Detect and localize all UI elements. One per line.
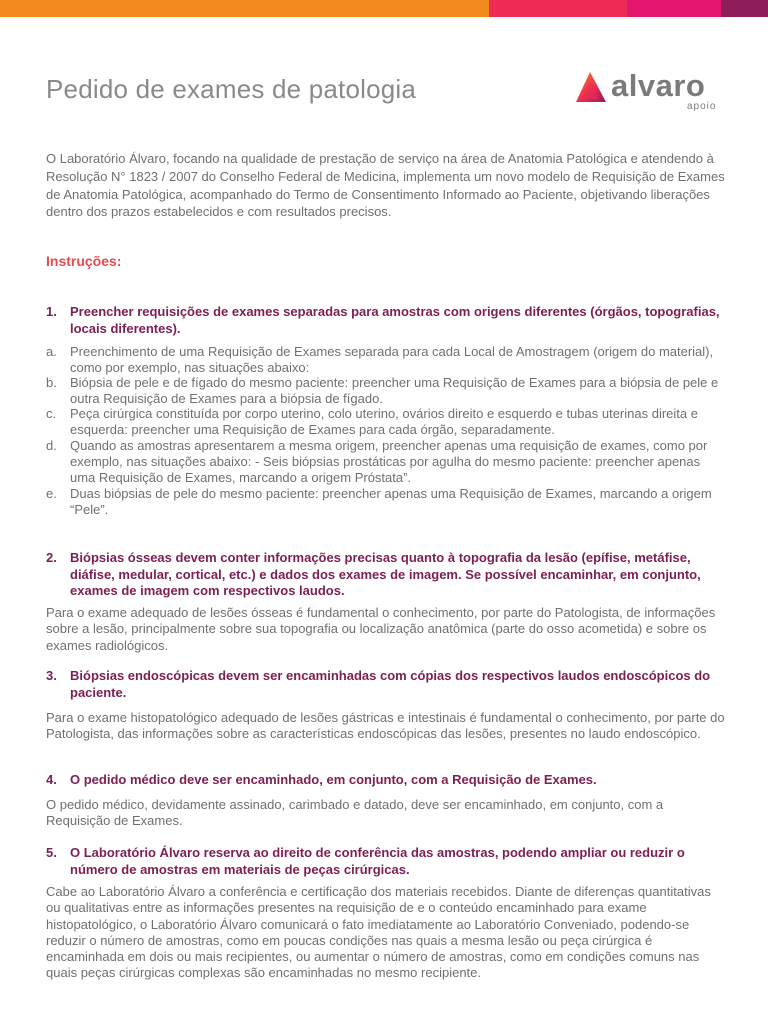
item-letter: d. (46, 437, 57, 453)
item-title: O Laboratório Álvaro reserva ao direito de conferência das amostras, podendo ampliar ou reduzir o número de amostras em materiais de peças cirúrgicas. (70, 845, 685, 877)
item-text: Quando as amostras apresentarem a mesma origem, preencher apenas uma requisição de exames, como por exemplo, nas situações abaixo: - Seis biópsias prostáticas por agulha do mesmo paciente: preencher apenas uma Requisição de Exames, marcando a origem Próstata”. (70, 437, 708, 486)
instruction-item-2 (46, 550, 726, 600)
item-letter: b. (46, 374, 57, 390)
item-letter: c. (46, 406, 57, 422)
item-3-body: Para o exame histopatológico adequado de lesões gástricas e intestinais é fundamental o conhecimento, por parte do Patologista, das informações sobre as características endoscópicas das lesões, presentes no laudo endoscópico. (46, 710, 725, 742)
list-item (46, 486, 726, 519)
instruction-item-5 (46, 845, 726, 878)
list-item (46, 344, 726, 377)
alvaro-logo (576, 70, 726, 116)
instructions-heading: Instruções: (46, 253, 122, 269)
item-letter: a. (46, 344, 57, 359)
item-text: Biópsia de pele e de fígado do mesmo paciente: preencher uma Requisição de Exames para a biópsia de pele e outra Requisição de Exames para a biópsia de fígado. (70, 374, 719, 406)
instruction-item-4 (46, 772, 726, 789)
sub-item-list (46, 344, 726, 518)
item-title: Biópsias endoscópicas devem ser encaminhadas com cópias dos respectivos laudos endoscópicos do paciente. (70, 668, 711, 700)
instruction-item-1 (46, 304, 726, 337)
color-bar-pink (627, 0, 721, 17)
item-4-body: O pedido médico, devidamente assinado, carimbado e datado, deve ser encaminhado, em conjunto, com a Requisição de Exames. (46, 797, 664, 829)
item-number: 3. (46, 668, 57, 683)
item-5-body: Cabe ao Laboratório Álvaro a conferência e certificação dos materiais recebidos. Diante de diferenças quantitativas ou qualitativas entre as informações presentes na requisição de e o conteúdo encaminhado para exame histopatológico, o Laboratório Álvaro comunicará o fato imediatamente ao Laboratório Conveniado, podendo-se reduzir o número de amostras, como em poucas condições nas quais a mesma lesão ou peça cirúrgica é encaminhada em dois ou mais recipientes, ou aumentar o número de amostras, como em condições comuns nas quais peças cirúrgicas complexas são encaminhadas no mesmo recipiente. (46, 884, 711, 981)
item-title: Biópsias ósseas devem conter informações precisas quanto à topografia da lesão (epífise, metáfise, diáfise, medular, cortical, etc.) e dados dos exames de imagem. Se possível encaminhar, em conjunto, exames de imagem com respectivos laudos. (70, 550, 701, 598)
top-color-bar (0, 0, 768, 17)
list-item (46, 438, 726, 487)
color-bar-plum (721, 0, 768, 17)
list-item (46, 375, 726, 408)
item-number: 1. (46, 304, 57, 319)
logo-sub-text: apoio (687, 101, 717, 112)
item-number: 4. (46, 772, 57, 787)
color-bar-orange (0, 0, 489, 17)
item-title: Preencher requisições de exames separadas para amostras com origens diferentes (órgãos, topografias, locais diferentes). (70, 304, 720, 336)
triangle-logo-icon (576, 72, 608, 102)
logo-brand-text: alvaro (611, 68, 706, 103)
item-number: 5. (46, 845, 57, 860)
item-2-body: Para o exame adequado de lesões ósseas é fundamental o conhecimento, por parte do Patologista, de informações sobre a lesão, principalmente sobre sua topografia ou localização anatômica (parte do osso acometida) e sobre os exames radiológicos. (46, 605, 716, 653)
instruction-item-3 (46, 668, 726, 701)
item-number: 2. (46, 550, 57, 565)
item-title: O pedido médico deve ser encaminhado, em conjunto, com a Requisição de Exames. (70, 772, 597, 787)
color-bar-red (489, 0, 627, 17)
list-item (46, 406, 726, 439)
item-text: Duas biópsias de pele do mesmo paciente: preencher apenas uma Requisição de Exames, marcando a origem “Pele”. (70, 485, 712, 517)
page-title: Pedido de exames de patologia (46, 74, 417, 104)
intro-paragraph: O Laboratório Álvaro, focando na qualidade de prestação de serviço na área de Anatomia Patológica e atendendo à Resolução N° 1823 / 2007 do Conselho Federal de Medicina, implementa um novo modelo de Requisição de Exames de Anatomia Patológica, acompanhado do Termo de Consentimento Informado ao Paciente, objetivando liberações dentro dos prazos estabelecidos e com resultados precisos. (46, 151, 725, 220)
item-letter: e. (46, 485, 57, 501)
item-text: Peça cirúrgica constituída por corpo uterino, colo uterino, ovários direito e esquerdo e tubas uterinas direita e esquerda: preencher uma Requisição de Exames para cada órgão, separadamente. (70, 406, 698, 438)
item-text: Preenchimento de uma Requisição de Exames separada para cada Local de Amostragem (origem do material), como por exemplo, nas situações abaixo: (70, 344, 714, 376)
